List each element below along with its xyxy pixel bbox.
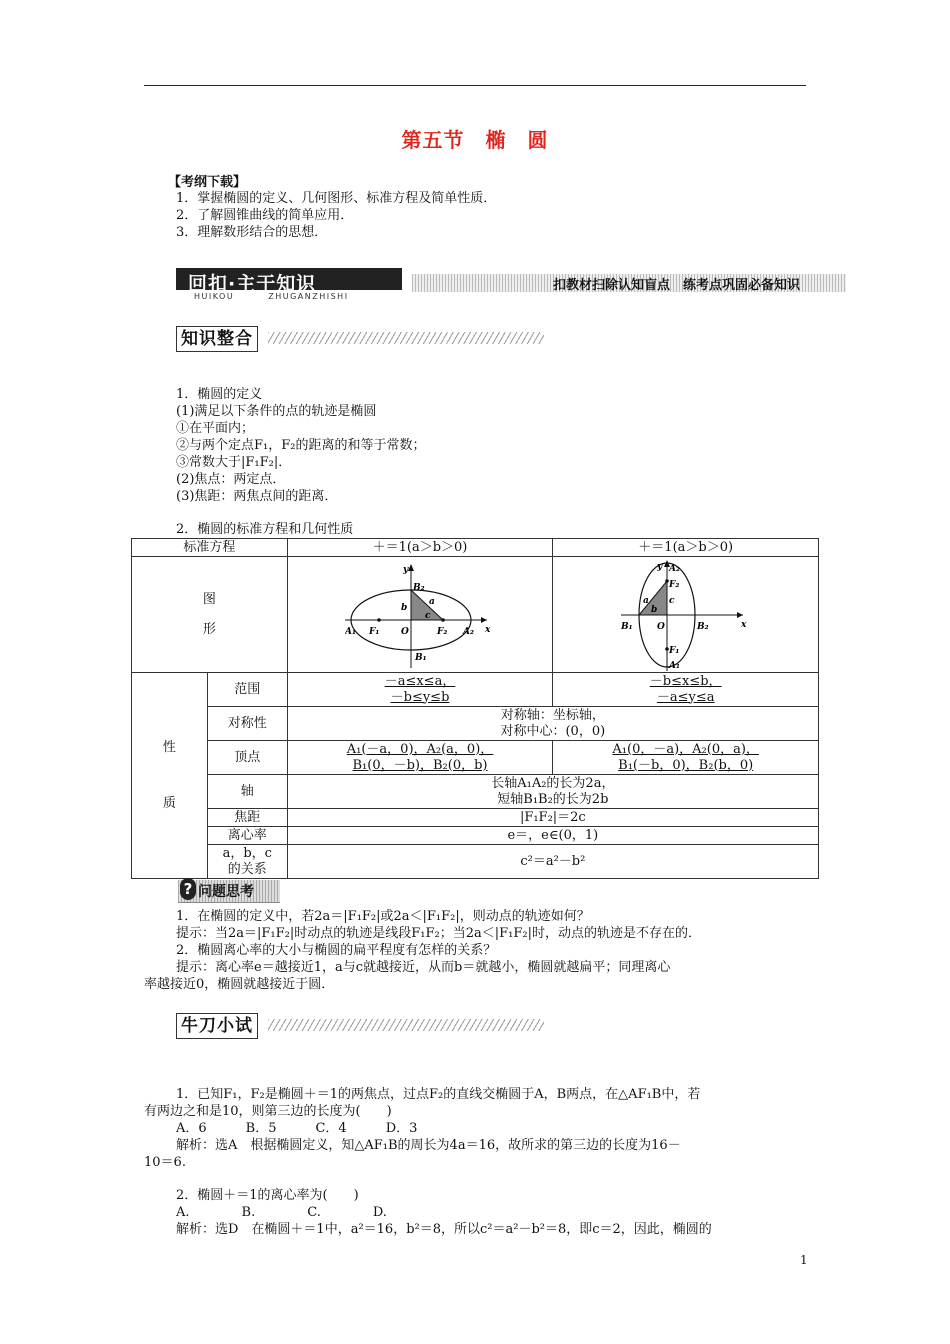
fig1-label: y: [403, 564, 409, 575]
hatch-divider: [268, 332, 544, 344]
figure-label-2: 形: [202, 621, 216, 637]
row-name: 对称性: [207, 707, 287, 741]
banner-title: 回扣·主干知识: [188, 273, 317, 295]
definition-line: (3)焦距：两焦点间的距离．: [176, 489, 338, 504]
practice-line: 有两边之和是10，则第三边的长度为( ): [144, 1104, 392, 1119]
header-cell: 标准方程: [132, 539, 288, 557]
row-value: A₁(－a，0)，A₂(a，0)， B₁(0，－b)，B₂(0，b): [287, 741, 553, 775]
syllabus-item: 2．了解圆锥曲线的简单应用．: [176, 208, 354, 223]
definition-line: ③常数大于|F₁F₂|．: [176, 455, 292, 470]
row-name: 顶点: [207, 741, 287, 775]
definition-line: ①在平面内；: [176, 421, 255, 436]
fig1-label: b: [401, 602, 408, 613]
fig1-label: c: [425, 610, 431, 621]
fig2-label: a: [642, 595, 649, 606]
banner-right-strip: [412, 274, 846, 292]
fig2-label: A₂: [668, 563, 680, 574]
question-line: 1．在椭圆的定义中，若2a＝|F₁F₂|或2a＜|F₁F₂|，则动点的轨迹如何？: [176, 909, 590, 924]
hatch-divider: [268, 1019, 544, 1031]
table-row: [132, 673, 819, 707]
knowledge-label: 知识整合: [176, 326, 258, 352]
fig1-label: F₂: [437, 626, 448, 637]
header-cell: ＋＝1(a＞b＞0): [553, 539, 819, 557]
question-line: 提示：当2a＝|F₁F₂|时动点的轨迹是线段F₁F₂；当2a＜|F₁F₂|时，动点的轨迹是不存在的．: [176, 926, 701, 941]
fig2-label: A₁: [668, 660, 680, 671]
table-header-row: [132, 539, 819, 557]
properties-label-2: 质: [162, 795, 176, 811]
row-value: A₁(0，－a)，A₂(0，a)， B₁(－b，0)，B₂(b，0): [553, 741, 819, 775]
row-name: a，b，c 的关系: [207, 845, 287, 879]
row-value: 对称轴：坐标轴， 对称中心：(0，0): [287, 707, 818, 741]
fig1-label: B₂: [413, 582, 425, 593]
practice-line: 解析：选D 在椭圆＋＝1中，a²＝16，b²＝8，所以c²＝a²－b²＝8，即c＝2，因此，椭圆的: [176, 1222, 712, 1237]
banner-title-block: [176, 268, 402, 295]
page-title: 第五节 椭 圆: [401, 128, 549, 152]
fig2-label: b: [650, 604, 657, 615]
definition-line: (2)焦点：两定点．: [176, 472, 286, 487]
row-value: |F₁F₂|＝2c: [287, 809, 818, 827]
practice-line: 2．椭圆＋＝1的离心率为( ): [176, 1188, 359, 1203]
syllabus-item: 1．掌握椭圆的定义、几何图形、标准方程及简单性质．: [176, 191, 497, 206]
row-value: e＝，e∈(0，1): [287, 827, 818, 845]
fig1-label: O: [401, 626, 409, 637]
table-row: [132, 845, 819, 879]
page-number: 1: [800, 1253, 808, 1267]
banner-subtitle: HUIKOU ZHUGANZHISHI: [194, 292, 349, 301]
practice-line: 10＝6.: [144, 1155, 186, 1170]
fig2-label: O: [656, 621, 665, 632]
properties-label-1: 性: [162, 739, 176, 755]
section-banner: [176, 268, 846, 301]
row-name: 范围: [207, 673, 287, 707]
practice-line: 1．已知F₁，F₂是椭圆＋＝1的两焦点，过点F₂的直线交椭圆于A，B两点，在△AF₁B中，若: [176, 1087, 701, 1102]
properties-label-cell: [132, 673, 208, 879]
table-row: [132, 775, 819, 809]
figure-label-cell: [132, 557, 288, 673]
definition-heading: 1．椭圆的定义: [176, 387, 263, 402]
row-value: c²＝a²－b²: [287, 845, 818, 879]
row-name: 离心率: [207, 827, 287, 845]
banner-right-text: 扣教材扫除认知盲点 练考点巩固必备知识: [552, 278, 800, 293]
question-label-box: [178, 880, 280, 903]
practice-line: 解析：选A 根据椭圆定义，知△AF₁B的周长为4a＝16，故所求的第三边的长度为16－: [176, 1138, 681, 1153]
fig2-label: c: [668, 595, 675, 606]
figure-label-1: 图: [202, 591, 216, 607]
definition-line: ②与两个定点F₁，F₂的距离的和等于常数；: [176, 438, 426, 453]
question-label: 问题思考: [198, 884, 254, 900]
fig1-label: A₂: [463, 626, 474, 637]
question-line: 提示：离心率e＝越接近1，a与c就越接近，从而b＝就越小，椭圆就越扁平；同理离心: [176, 960, 671, 975]
table-row: [132, 741, 819, 775]
figure-cell-horizontal: [287, 557, 553, 673]
table-heading: 2．椭圆的标准方程和几何性质: [176, 522, 354, 537]
ellipse-properties-table: [131, 538, 819, 879]
fig1-label: A₁: [345, 626, 356, 637]
figure-cell-vertical: [553, 557, 819, 673]
table-row: [132, 809, 819, 827]
fig1-label: B₁: [415, 652, 427, 663]
question-line: 率越接近0，椭圆就越接近于圆．: [144, 977, 335, 992]
fig1-label: F₁: [369, 626, 380, 637]
fig2-label: y: [656, 561, 662, 572]
practice-line: A．6 B．5 C．4 D．3: [176, 1121, 418, 1136]
row-value: －a≤x≤a， －b≤y≤b: [287, 673, 553, 707]
fig2-label: F₂: [668, 579, 680, 590]
syllabus-item: 3．理解数形结合的思想．: [176, 225, 328, 240]
figure-row: [132, 557, 819, 673]
question-line: 2．椭圆离心率的大小与椭圆的扁平程度有怎样的关系？: [176, 943, 497, 958]
fig2-label: x: [740, 619, 747, 630]
practice-line: A. B. C. D.: [176, 1205, 387, 1220]
header-cell: ＋＝1(a＞b＞0): [287, 539, 553, 557]
fig2-label: B₁: [620, 621, 633, 632]
question-mark-icon: ?: [180, 878, 196, 900]
top-rule: [144, 85, 806, 86]
table-row: [132, 707, 819, 741]
definition-line: (1)满足以下条件的点的轨迹是椭圆: [176, 404, 377, 419]
row-value: 长轴A₁A₂的长为2a， 短轴B₁B₂的长为2b: [287, 775, 818, 809]
vertical-ellipse-diagram: [621, 559, 751, 671]
table-row: [132, 827, 819, 845]
practice-label: 牛刀小试: [176, 1013, 258, 1039]
horizontal-ellipse-diagram: [345, 562, 495, 668]
row-name: 轴: [207, 775, 287, 809]
row-name: 焦距: [207, 809, 287, 827]
fig1-label: a: [429, 596, 435, 607]
syllabus-heading: 【考纲下载】: [168, 175, 247, 190]
fig2-label: B₂: [696, 621, 709, 632]
fig1-label: x: [485, 624, 491, 635]
fig2-label: F₁: [668, 645, 680, 656]
row-value: －b≤x≤b， －a≤y≤a: [553, 673, 819, 707]
